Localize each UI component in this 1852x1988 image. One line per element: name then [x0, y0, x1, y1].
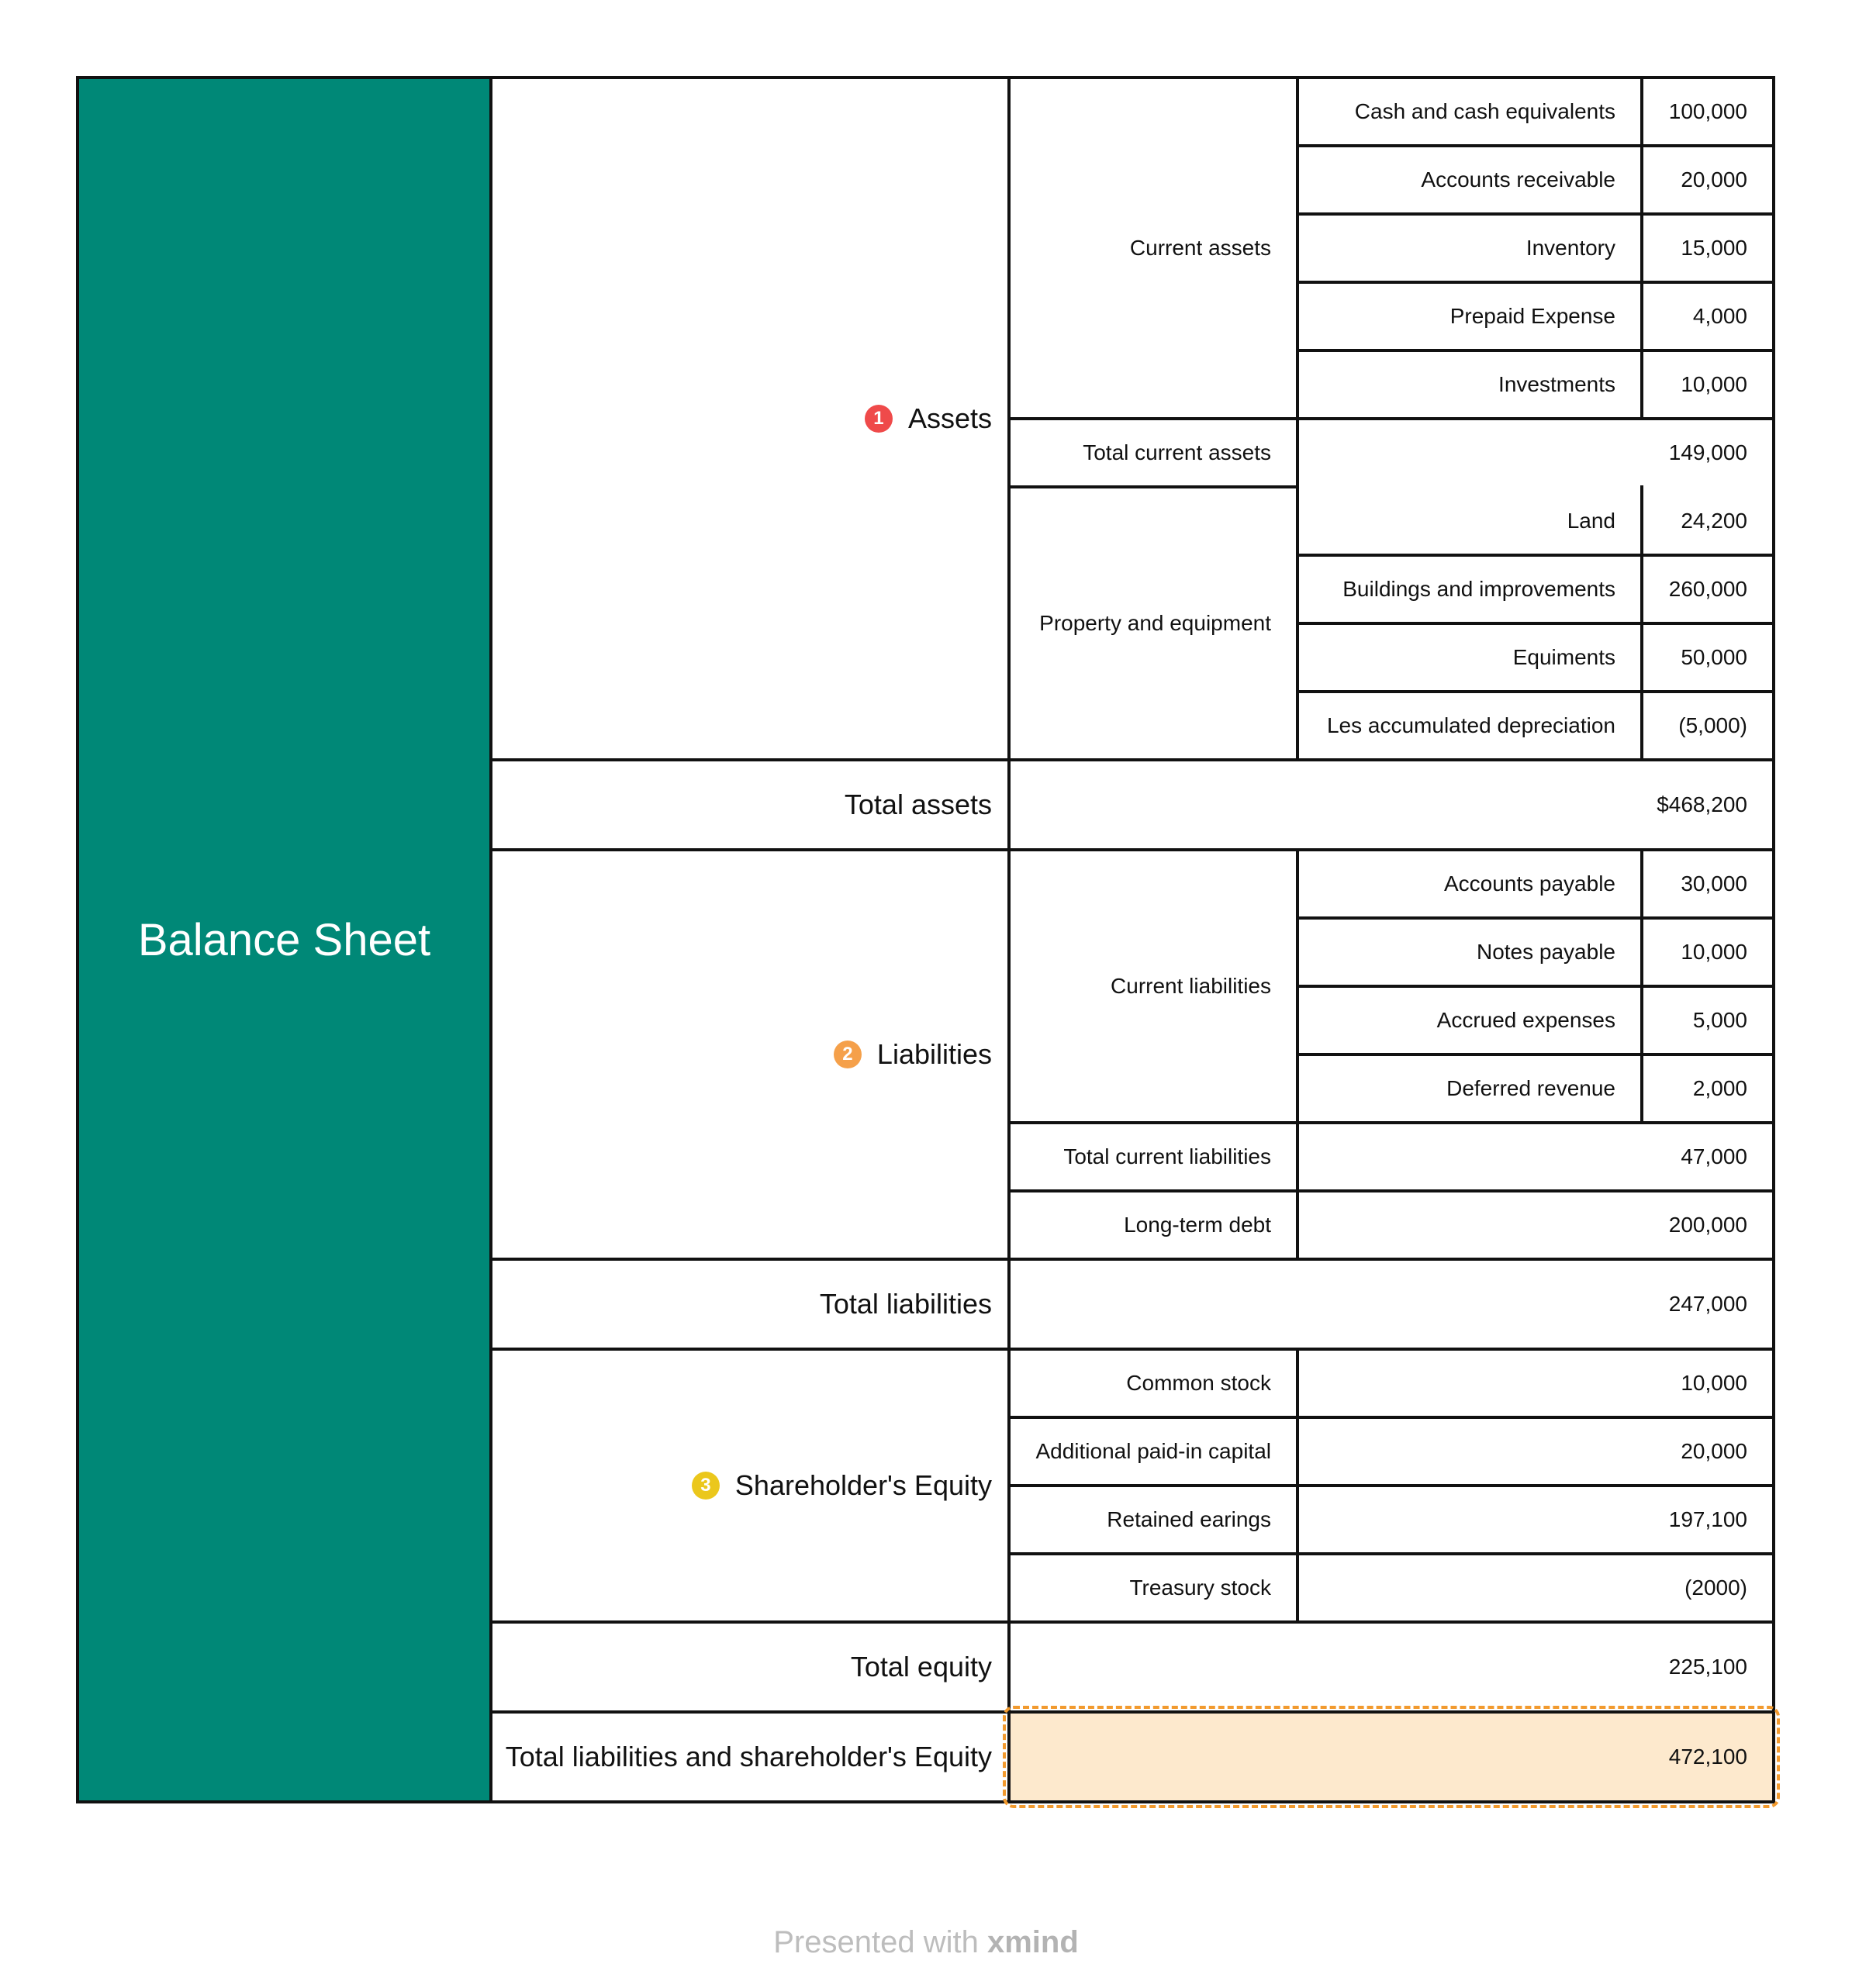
- grid-line: [1007, 417, 1299, 420]
- total-assets-label: Total assets: [844, 789, 992, 820]
- grid-line: [1772, 76, 1775, 1803]
- equity-label-wrap: [692, 1469, 992, 1502]
- grid-line: [1296, 690, 1775, 693]
- grid-line: [1296, 212, 1775, 216]
- total-current-assets-value: 149,000: [1668, 440, 1747, 464]
- current-asset-item-label: Accounts receivable: [1421, 167, 1615, 192]
- equity-label-text: Shareholder's Equity: [734, 1469, 992, 1501]
- equity-label: [491, 1349, 1009, 1622]
- total-assets-value: $468,200: [1657, 792, 1747, 816]
- current-liability-item-label: Deferred revenue: [1446, 1076, 1615, 1100]
- current-asset-item-label: Investments: [1498, 372, 1615, 396]
- grid-line: [1296, 1121, 1775, 1124]
- assets-label-text: Assets: [907, 402, 992, 434]
- current-asset-item-label: Inventory: [1525, 236, 1615, 260]
- total-liabilities-label: Total liabilities: [819, 1288, 992, 1320]
- current-asset-item-value: 100,000: [1668, 99, 1747, 123]
- liabilities-label-number-badge-icon: 2: [834, 1041, 862, 1068]
- equity-item-value: 197,100: [1668, 1507, 1747, 1531]
- grid-line: [489, 848, 1775, 851]
- grid-line: [1007, 1484, 1775, 1487]
- grid-line: [1296, 1053, 1775, 1056]
- property-item-value: 260,000: [1668, 577, 1747, 601]
- equity-item-value: 20,000: [1681, 1439, 1747, 1463]
- current-asset-item-label: Cash and cash equivalents: [1354, 99, 1615, 123]
- long-term-debt-label: Long-term debt: [1124, 1213, 1271, 1237]
- property-item-label: Buildings and improvements: [1342, 577, 1615, 601]
- liabilities-label-text: Liabilities: [876, 1038, 992, 1070]
- grid-line: [1296, 985, 1775, 988]
- property-equipment-label: Property and equipment: [1039, 611, 1271, 635]
- grid-line: [1296, 349, 1775, 352]
- current-liability-item-value: 5,000: [1692, 1008, 1747, 1032]
- grid-line: [1007, 1552, 1775, 1555]
- total-liabilities-equity-value: 472,100: [1668, 1745, 1747, 1769]
- assets-label-number-badge-icon: 1: [865, 405, 893, 433]
- total-current-liabilities-label: Total current liabilities: [1063, 1144, 1271, 1168]
- property-item-label: Equiments: [1512, 645, 1615, 669]
- grid-line: [489, 758, 1775, 761]
- grid-line: [1296, 144, 1775, 147]
- grid-line: [489, 1258, 1775, 1261]
- grid-line: [1007, 1121, 1299, 1124]
- xmind-brand: xmind: [986, 1925, 1079, 1959]
- liabilities-label: [491, 850, 1009, 1259]
- grid-line: [1640, 76, 1643, 420]
- current-liability-item-value: 30,000: [1681, 871, 1747, 896]
- equity-label-number-badge-icon: 3: [692, 1472, 720, 1500]
- current-liability-item-value: 10,000: [1681, 940, 1747, 964]
- assets-label: [491, 78, 1009, 760]
- grid-line: [1007, 485, 1299, 488]
- property-item-label: Les accumulated depreciation: [1326, 713, 1615, 737]
- equity-item-label: Additional paid-in capital: [1035, 1439, 1271, 1463]
- grid-line: [1007, 76, 1011, 1803]
- property-item-value: 50,000: [1681, 645, 1747, 669]
- equity-item-value: 10,000: [1681, 1371, 1747, 1395]
- balance-sheet-title: Balance Sheet: [137, 914, 431, 965]
- property-item-label: Land: [1567, 509, 1615, 533]
- current-asset-item-value: 10,000: [1681, 372, 1747, 396]
- grid-line: [489, 1620, 1775, 1624]
- total-equity-label: Total equity: [850, 1651, 992, 1683]
- total-liabilities-value: 247,000: [1668, 1292, 1747, 1316]
- current-asset-item-value: 4,000: [1692, 304, 1747, 328]
- current-liabilities-label: Current liabilities: [1111, 974, 1271, 998]
- property-item-value: 24,200: [1681, 509, 1747, 533]
- current-asset-item-value: 15,000: [1681, 236, 1747, 260]
- grid-line: [76, 76, 1775, 79]
- property-item-value: (5,000): [1678, 713, 1747, 737]
- grid-line: [1296, 916, 1775, 920]
- equity-item-value: (2000): [1684, 1576, 1747, 1600]
- current-liability-item-label: Accrued expenses: [1436, 1008, 1615, 1032]
- current-asset-item-label: Prepaid Expense: [1449, 304, 1615, 328]
- current-asset-item-value: 20,000: [1681, 167, 1747, 192]
- grid-line: [1007, 1189, 1775, 1192]
- total-current-assets-label: Total current assets: [1083, 440, 1271, 464]
- grid-line: [1296, 622, 1775, 625]
- highlight-box: [1003, 1706, 1780, 1808]
- grid-line: [489, 76, 492, 1803]
- current-assets-label: Current assets: [1129, 236, 1271, 260]
- total-liabilities-equity-label: Total liabilities and shareholder's Equity: [505, 1741, 992, 1772]
- grid-line: [489, 1348, 1775, 1351]
- equity-item-label: Retained earings: [1107, 1507, 1271, 1531]
- grid-line: [1296, 554, 1775, 557]
- grid-line: [1296, 417, 1775, 420]
- footer-prefix: Presented with: [773, 1925, 979, 1959]
- liabilities-label-wrap: [834, 1038, 992, 1071]
- current-liability-item-label: Notes payable: [1476, 940, 1615, 964]
- presented-with-footer: [0, 1925, 1852, 1960]
- grid-line: [1007, 1416, 1775, 1419]
- equity-item-label: Treasury stock: [1129, 1576, 1271, 1600]
- current-liability-item-label: Accounts payable: [1443, 871, 1615, 896]
- equity-item-label: Common stock: [1126, 1371, 1271, 1395]
- total-current-liabilities-value: 47,000: [1681, 1144, 1747, 1168]
- assets-label-wrap: [865, 402, 992, 435]
- total-equity-value: 225,100: [1668, 1655, 1747, 1679]
- grid-line: [1296, 281, 1775, 284]
- grid-line: [76, 76, 79, 1803]
- current-liability-item-value: 2,000: [1692, 1076, 1747, 1100]
- long-term-debt-value: 200,000: [1668, 1213, 1747, 1237]
